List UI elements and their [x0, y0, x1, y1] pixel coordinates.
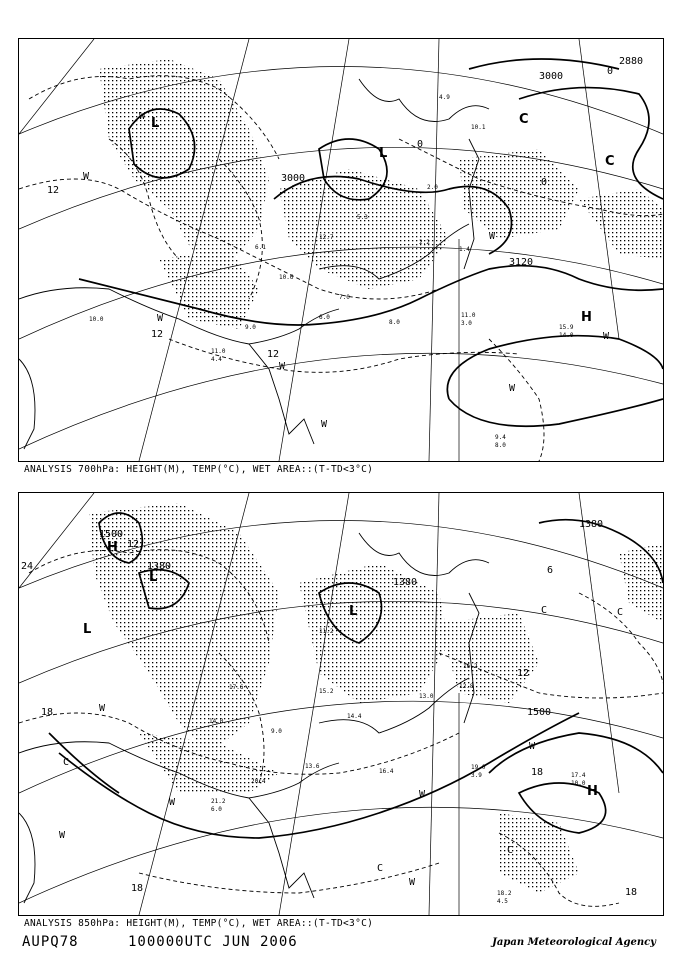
center-label: H	[581, 310, 592, 325]
warm-label: W	[409, 877, 416, 888]
station-value: 14.4	[347, 713, 362, 720]
temp-label: 12	[47, 185, 60, 196]
temp-label: 6	[547, 565, 554, 576]
station-value: 13.0	[419, 693, 434, 700]
station-value: 11.0	[461, 312, 476, 319]
station-value: 16.4	[379, 768, 394, 775]
center-label: C	[605, 154, 615, 169]
center-label: L	[149, 570, 158, 585]
center-label: C	[541, 605, 548, 616]
wet-areas	[89, 503, 663, 893]
station-value: 17.6	[229, 684, 244, 691]
warm-label: W	[157, 313, 164, 324]
station-value: 4.9	[439, 94, 450, 101]
station-value: 2.2	[419, 239, 430, 246]
height-label: 1500	[99, 529, 124, 540]
station-value: 6.0	[211, 806, 222, 813]
station-value: 21.2	[211, 798, 226, 805]
center-label: C	[63, 757, 70, 768]
station-value: 13.6	[305, 763, 320, 770]
temp-label: 12	[127, 539, 140, 550]
station-value: 9.0	[245, 324, 256, 331]
panel-caption-700hpa: ANALYSIS 700hPa: HEIGHT(M), TEMP(°C), WET AREA::(T-TD<3°C)	[24, 464, 374, 475]
center-label: H	[107, 540, 118, 555]
station-value: 6.1	[255, 244, 266, 251]
height-label: 3120	[509, 257, 534, 268]
station-value: 2.0	[427, 184, 438, 191]
map-850hpa	[19, 493, 663, 915]
station-value: 3.0	[461, 320, 472, 327]
station-value: 11.0	[211, 348, 226, 355]
warm-label: W	[99, 703, 106, 714]
station-value: 16.2	[463, 663, 478, 670]
station-value: 3.9	[471, 772, 482, 779]
station-value: 8.0	[495, 442, 506, 449]
warm-label: W	[59, 830, 66, 841]
center-label: L	[379, 146, 388, 161]
temp-label: 18	[131, 883, 144, 894]
temp-label: 18	[625, 887, 638, 898]
warm-labels	[59, 703, 536, 888]
station-value: 10.6	[279, 274, 294, 281]
station-value: 10.0	[571, 780, 586, 787]
temp-label: 24	[21, 561, 34, 572]
warm-label: W	[169, 797, 176, 808]
station-value: 9.4	[495, 434, 506, 441]
station-value: 18.2	[497, 890, 512, 897]
station-value: 5.3	[357, 214, 368, 221]
warm-label: W	[279, 361, 286, 372]
panel-caption-850hpa: ANALYSIS 850hPa: HEIGHT(M), TEMP(°C), WET AREA::(T-TD<3°C)	[24, 918, 374, 929]
station-value: 17.4	[571, 772, 586, 779]
temp-label: 12	[151, 329, 164, 340]
station-value: 1.4	[459, 246, 470, 253]
valid-time: 100000UTC JUN 2006	[128, 934, 298, 950]
temp-label: 0	[417, 139, 424, 150]
warm-label: W	[509, 383, 516, 394]
temp-label: 0	[607, 66, 614, 77]
warm-label: W	[489, 231, 496, 242]
temp-label: 12	[517, 668, 530, 679]
warm-label: W	[603, 331, 610, 342]
map-panel-700hpa	[18, 38, 664, 462]
height-label: 3000	[539, 71, 564, 82]
map-700hpa	[19, 39, 663, 461]
station-value: 14.0	[559, 332, 574, 339]
height-label: 2880	[619, 56, 644, 67]
station-value: 14.0	[209, 718, 224, 725]
station-value: 15.2	[319, 688, 334, 695]
station-value: 11.2	[319, 628, 334, 635]
height-label: 1500	[527, 707, 552, 718]
station-value: 15.9	[559, 324, 574, 331]
map-panel-850hpa	[18, 492, 664, 916]
height-label: 3000	[281, 173, 306, 184]
station-value: 10.1	[471, 124, 486, 131]
warm-label: W	[419, 789, 426, 800]
station-value: 9.0	[271, 728, 282, 735]
warm-label: W	[139, 111, 146, 122]
station-value: 19.0	[471, 764, 486, 771]
center-label: L	[349, 604, 358, 619]
center-label: L	[83, 622, 92, 637]
warm-label: W	[83, 171, 90, 182]
station-value: 7.0	[339, 294, 350, 301]
chart-id: AUPQ78	[22, 934, 79, 950]
station-value: 4.5	[497, 898, 508, 905]
center-label: C	[507, 845, 514, 856]
warm-label: W	[529, 741, 536, 752]
height-label: 1380	[147, 561, 172, 572]
station-value: 12.8	[459, 683, 474, 690]
center-label: L	[151, 116, 160, 131]
station-value: 6.0	[319, 314, 330, 321]
temp-label: 18	[41, 707, 54, 718]
center-label: H	[587, 784, 598, 799]
center-label: C	[377, 863, 384, 874]
height-label: 1380	[393, 577, 418, 588]
station-value: 8.0	[389, 319, 400, 326]
center-label: C	[617, 607, 624, 618]
agency-name: Japan Meteorological Agency	[492, 937, 656, 948]
height-label: 1380	[579, 519, 604, 530]
station-value: 4.4	[211, 356, 222, 363]
station-value: 20.4	[251, 778, 266, 785]
warm-label: W	[321, 419, 328, 430]
temp-label: 0	[541, 177, 548, 188]
temp-label: 12	[267, 349, 280, 360]
center-label: C	[519, 112, 529, 127]
station-value: 12.7	[319, 234, 334, 241]
temp-label: 18	[531, 767, 544, 778]
station-value: 10.0	[89, 316, 104, 323]
